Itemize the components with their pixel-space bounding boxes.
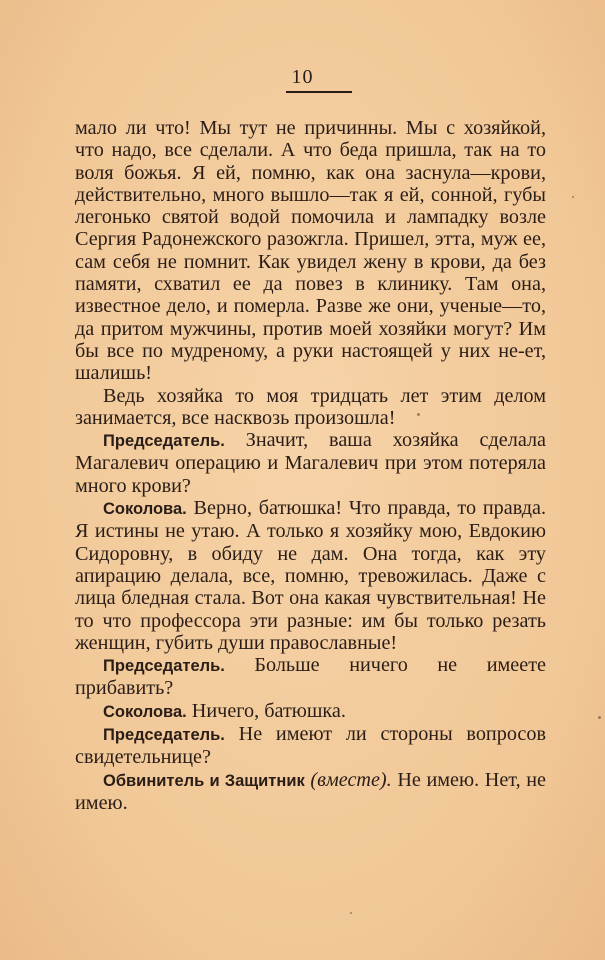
speaker-name: Председатель. [103, 726, 225, 745]
paragraph [75, 723, 546, 769]
paper-speck [572, 196, 574, 198]
stage-direction: (вместе). [310, 768, 392, 791]
page-number: 10 [291, 66, 314, 88]
paragraph-text: Ведь хозяйка то моя тридцать лет этим делом занимается, все насквозь произошла! [75, 384, 546, 429]
speaker-name: Обвинитель и Защитник [103, 771, 305, 790]
paragraph [75, 700, 546, 723]
paper-speck [350, 912, 352, 914]
paragraph [75, 429, 546, 497]
paragraph [75, 117, 546, 385]
speaker-name: Председатель. [103, 432, 225, 451]
speaker-name: Соколова. [103, 500, 187, 519]
paper-speck [598, 716, 601, 719]
body-text [75, 117, 546, 814]
paragraph-text: мало ли что! Мы тут не причинны. Мы с хозяйкой, что надо, все сделали. А что беда пришла, так на то воля божья. Я ей, помню, как она заснула—крови, действительно, много вышло—так я ей, сонной, губы легонько святой водой помочила и лампадку возле Сергия Радонежского разожгла. Пришел, этта, муж ее, сам себя не помнит. Как увидел жену в крови, да без памяти, схватил ее да повез в клинику. Там она, известное дело, и померла. Разве же они, ученые—то, да притом мужчины, против моей хозяйки могут? Им бы все по мудреному, а руки настоящей у них не-ет, шалишь! [75, 117, 546, 385]
paragraph [75, 769, 546, 815]
paragraph [75, 654, 546, 700]
paragraph [75, 385, 546, 430]
paragraph-text: Ничего, батюшка. [191, 699, 346, 722]
paragraph-text: Значит, ваша хозяйка сделала Магалевич операцию и Магалевич при этом потеряла много крови? [75, 429, 546, 497]
paragraph-text: Не имеют ли стороны вопросов свидетельнице? [75, 723, 546, 769]
speaker-name: Председатель. [103, 657, 225, 676]
paragraph-text: Верно, батюшка! Что правда, то правда. Я истины не утаю. А только я хозяйку мою, Евдокию Сидоровну, в обиду не дам. Она тогда, как эту апирацию делала, все, помню, тревожилась. Даже с лица бледная стала. Вот она какая чувствительная! Не то что профессора эти разные: им бы только резать женщин, губить души православные! [75, 497, 547, 654]
speaker-name: Соколова. [103, 702, 187, 721]
paragraph-text: Не имею. Нет, не имею. [75, 768, 547, 814]
paragraph-text: Больше ничего не имеете прибавить? [75, 654, 546, 700]
header-rule [286, 91, 352, 93]
paragraph [75, 497, 546, 654]
paper-speck [417, 413, 420, 416]
